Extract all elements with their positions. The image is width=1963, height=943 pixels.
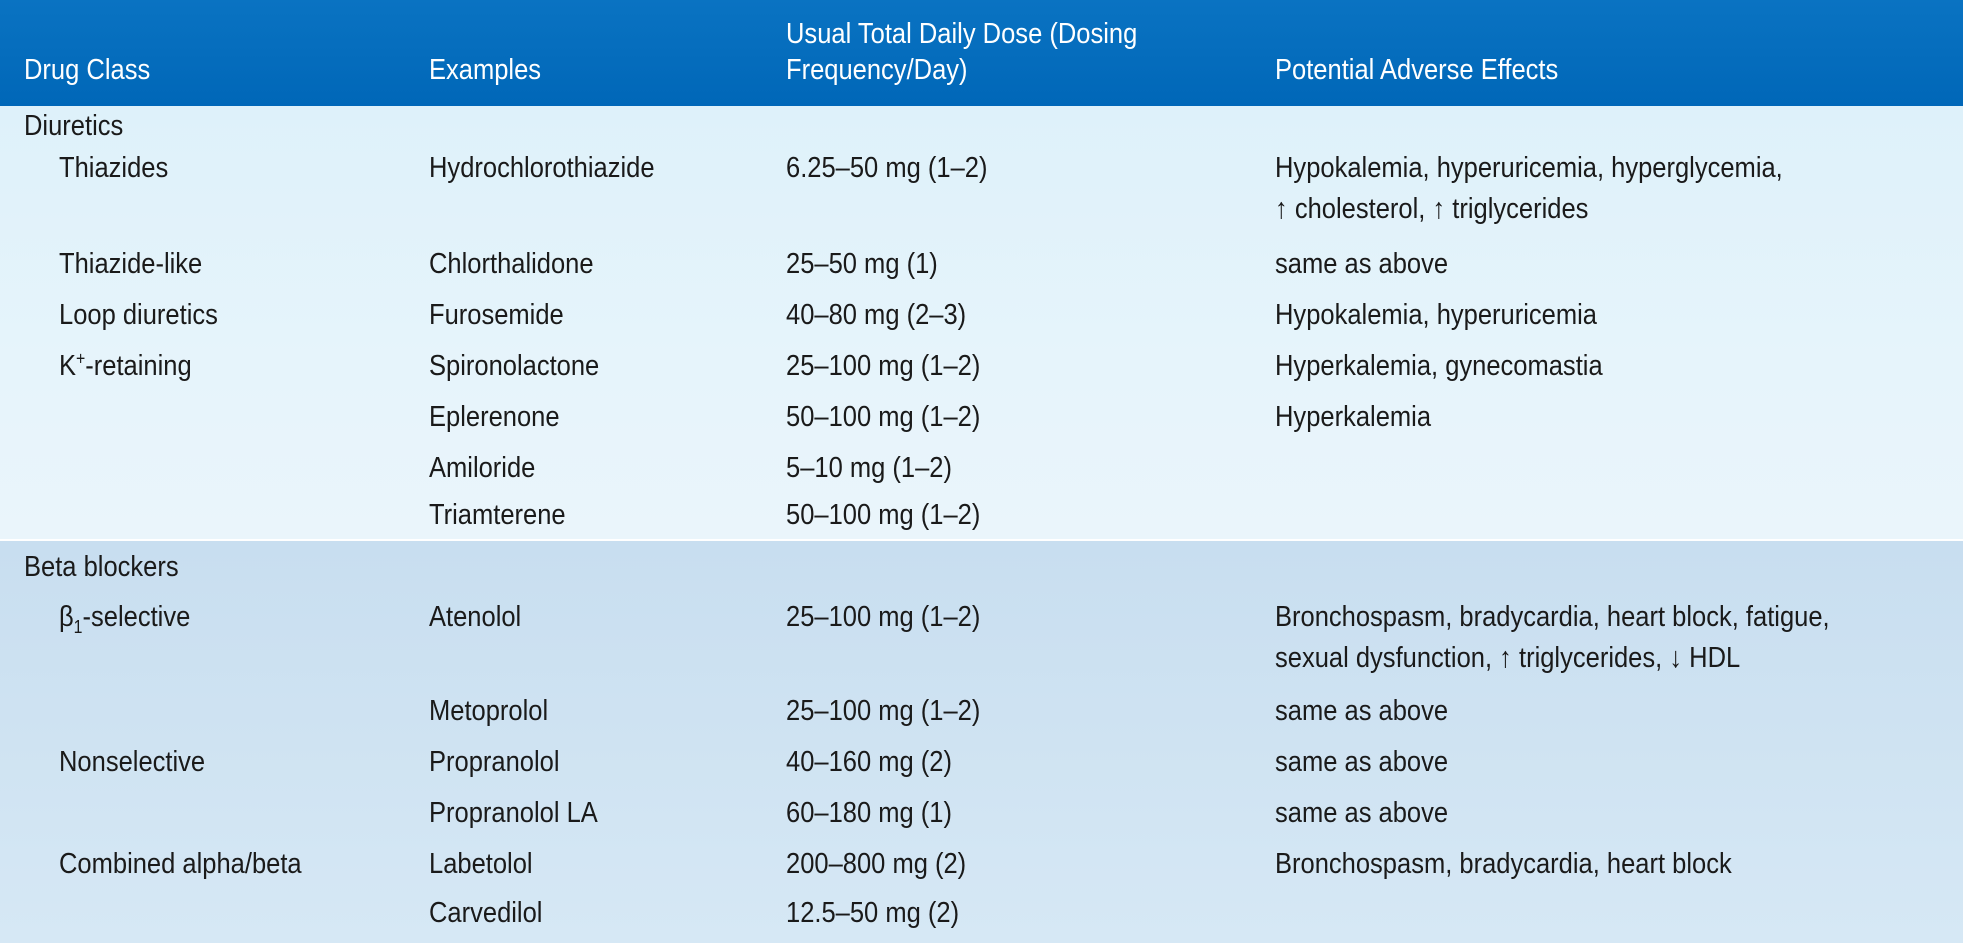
drug-class-cell bbox=[59, 597, 190, 638]
adverse-line1: Bronchospasm, bradycardia, heart block, fatigue, bbox=[1275, 601, 1830, 633]
example-cell: Furosemide bbox=[429, 299, 564, 331]
header-dose-line2: Frequency/Day) bbox=[786, 54, 968, 86]
superscript: + bbox=[76, 348, 86, 369]
adverse-cell: Bronchospasm, bradycardia, heart block bbox=[1275, 848, 1732, 880]
subscript: 1 bbox=[73, 616, 83, 637]
dose-cell: 60–180 mg (1) bbox=[786, 797, 952, 829]
example-cell: Triamterene bbox=[429, 499, 566, 531]
drug-class-text: -selective bbox=[82, 601, 191, 633]
adverse-cell: Hypokalemia, hyperuricemia bbox=[1275, 299, 1597, 331]
section-beta-blockers bbox=[0, 541, 1963, 943]
example-cell: Atenolol bbox=[429, 601, 522, 633]
example-cell: Propranolol bbox=[429, 746, 560, 778]
header-dose-line1: Usual Total Daily Dose (Dosing bbox=[786, 18, 1138, 50]
dose-cell: 25–100 mg (1–2) bbox=[786, 350, 981, 382]
dose-cell: 200–800 mg (2) bbox=[786, 848, 967, 880]
header-dose bbox=[786, 16, 1137, 88]
table-header bbox=[0, 0, 1963, 106]
example-cell: Eplerenone bbox=[429, 401, 560, 433]
adverse-cell: same as above bbox=[1275, 797, 1449, 829]
example-cell: Carvedilol bbox=[429, 897, 543, 929]
drug-class-cell: Combined alpha/beta bbox=[59, 848, 302, 880]
adverse-cell: Hyperkalemia bbox=[1275, 401, 1432, 433]
dose-cell: 40–80 mg (2–3) bbox=[786, 299, 967, 331]
example-cell: Labetolol bbox=[429, 848, 533, 880]
section-title: Diuretics bbox=[24, 110, 124, 142]
drug-class-cell: Thiazide-like bbox=[59, 248, 203, 280]
example-cell: Hydrochlorothiazide bbox=[429, 152, 655, 184]
adverse-line2: sexual dysfunction, ↑ triglycerides, ↓ HDL bbox=[1275, 642, 1741, 674]
drug-class-cell: Thiazides bbox=[59, 152, 169, 184]
dose-cell: 25–100 mg (1–2) bbox=[786, 601, 981, 633]
dose-cell: 5–10 mg (1–2) bbox=[786, 452, 952, 484]
adverse-line2: ↑ cholesterol, ↑ triglycerides bbox=[1275, 193, 1589, 225]
example-cell: Amiloride bbox=[429, 452, 536, 484]
dose-cell: 25–50 mg (1) bbox=[786, 248, 938, 280]
section-diuretics bbox=[0, 106, 1963, 539]
example-cell: Propranolol LA bbox=[429, 797, 598, 829]
drug-class-text: β bbox=[59, 601, 74, 633]
drug-class-cell: Nonselective bbox=[59, 746, 206, 778]
example-cell: Spironolactone bbox=[429, 350, 600, 382]
drug-class-text: -retaining bbox=[85, 350, 192, 382]
dose-cell: 50–100 mg (1–2) bbox=[786, 401, 981, 433]
drug-class-cell: Loop diuretics bbox=[59, 299, 218, 331]
adverse-cell: same as above bbox=[1275, 248, 1449, 280]
adverse-cell: Hyperkalemia, gynecomastia bbox=[1275, 350, 1603, 382]
section-title: Beta blockers bbox=[24, 551, 179, 583]
adverse-cell: same as above bbox=[1275, 746, 1449, 778]
drug-class-text: K bbox=[59, 350, 77, 382]
adverse-cell bbox=[1275, 148, 1783, 230]
dose-cell: 6.25–50 mg (1–2) bbox=[786, 152, 988, 184]
adverse-cell: same as above bbox=[1275, 695, 1449, 727]
dose-cell: 50–100 mg (1–2) bbox=[786, 499, 981, 531]
dose-cell: 25–100 mg (1–2) bbox=[786, 695, 981, 727]
drug-class-cell bbox=[59, 346, 192, 387]
example-cell: Chlorthalidone bbox=[429, 248, 594, 280]
adverse-cell bbox=[1275, 597, 1830, 679]
dose-cell: 40–160 mg (2) bbox=[786, 746, 952, 778]
dose-cell: 12.5–50 mg (2) bbox=[786, 897, 960, 929]
example-cell: Metoprolol bbox=[429, 695, 549, 727]
header-examples: Examples bbox=[429, 54, 542, 86]
adverse-line1: Hypokalemia, hyperuricemia, hyperglycemia, bbox=[1275, 152, 1783, 184]
header-drug-class: Drug Class bbox=[24, 54, 151, 86]
header-adverse-effects: Potential Adverse Effects bbox=[1275, 54, 1559, 86]
